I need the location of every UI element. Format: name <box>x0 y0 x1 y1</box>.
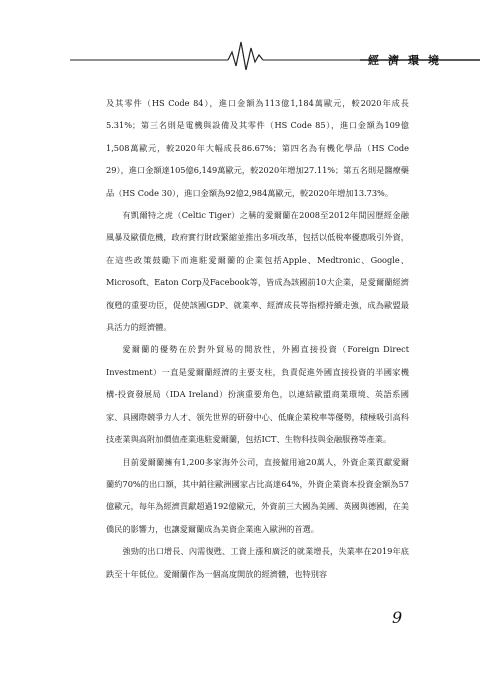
page-number: 9 <box>392 608 403 627</box>
section-title: 經濟環境 <box>368 54 448 67</box>
paragraph: 有凱爾特之虎（Celtic Tiger）之稱的愛爾蘭在2008至2012年間因歷經金融風暴及歐債危機，政府實行財政緊縮並推出多項改革，包括以低稅率優惠吸引外資，在這些政策鼓勵下而進駐愛爾蘭的企業包括Apple、Medtronic、Google、Microsoft、Eaton Corp及Facebook等，皆成為該國前10大企業，是愛爾蘭經濟復甦的重要功臣，促使該國GDP、就業率、經濟成長等指標持續走強，成為歐盟最具活力的經濟體。 <box>106 210 409 333</box>
paragraph: 愛爾蘭的優勢在於對外貿易的開放性，外國直接投資（Foreign Direct Investment）一直是愛爾蘭經濟的主要支柱，負責促進外國直接投資的半國家機構-投資發展局（IDA Ireland）扮演重要角色，以連結歐盟商業環境、英語系國家、具國際競爭力人才、領先世界的研發中心、低廉企業稅率等優勢，積極吸引高科技產業與高附加價值產業進駐愛爾蘭，包括ICT、生物科技與金融服務等產業。 <box>106 344 409 445</box>
paragraph: 及其零件（HS Code 84），進口金額為113億1,184萬歐元，較2020年成長5.31%；第三名則是電機與設備及其零件（HS Code 85），進口金額為109億1,508萬歐元，較2020年大幅成長86.67%；第四名為有機化學品（HS Code 29），進口金額達105億6,149萬歐元，較2020年增加27.11%；第五名則是醫療藥品（HS Code 30），進口金額為92億2,984萬歐元，較2020年增加13.73%。 <box>106 98 409 198</box>
paragraph: 目前愛爾蘭擁有1,200多家海外公司，直接僱用逾20萬人，外資企業貢獻愛爾蘭約70%的出口額，其中銷往歐洲國家占比高達64%，外資企業資本投資金額為57億歐元，每年為經濟貢獻超過192億歐元，外資前三大國為美國、英國與德國，在美僑民的影響力，也讓愛爾蘭成為美資企業進入歐洲的首選。 <box>106 456 409 534</box>
paragraph: 強勁的出口增長、內需復甦、工資上漲和廣泛的就業增長，失業率在2019年底跌至十年低位。愛爾蘭作為一個高度開放的經濟體，也特別容 <box>106 546 409 579</box>
page-header <box>0 0 480 70</box>
article-body <box>106 92 409 585</box>
